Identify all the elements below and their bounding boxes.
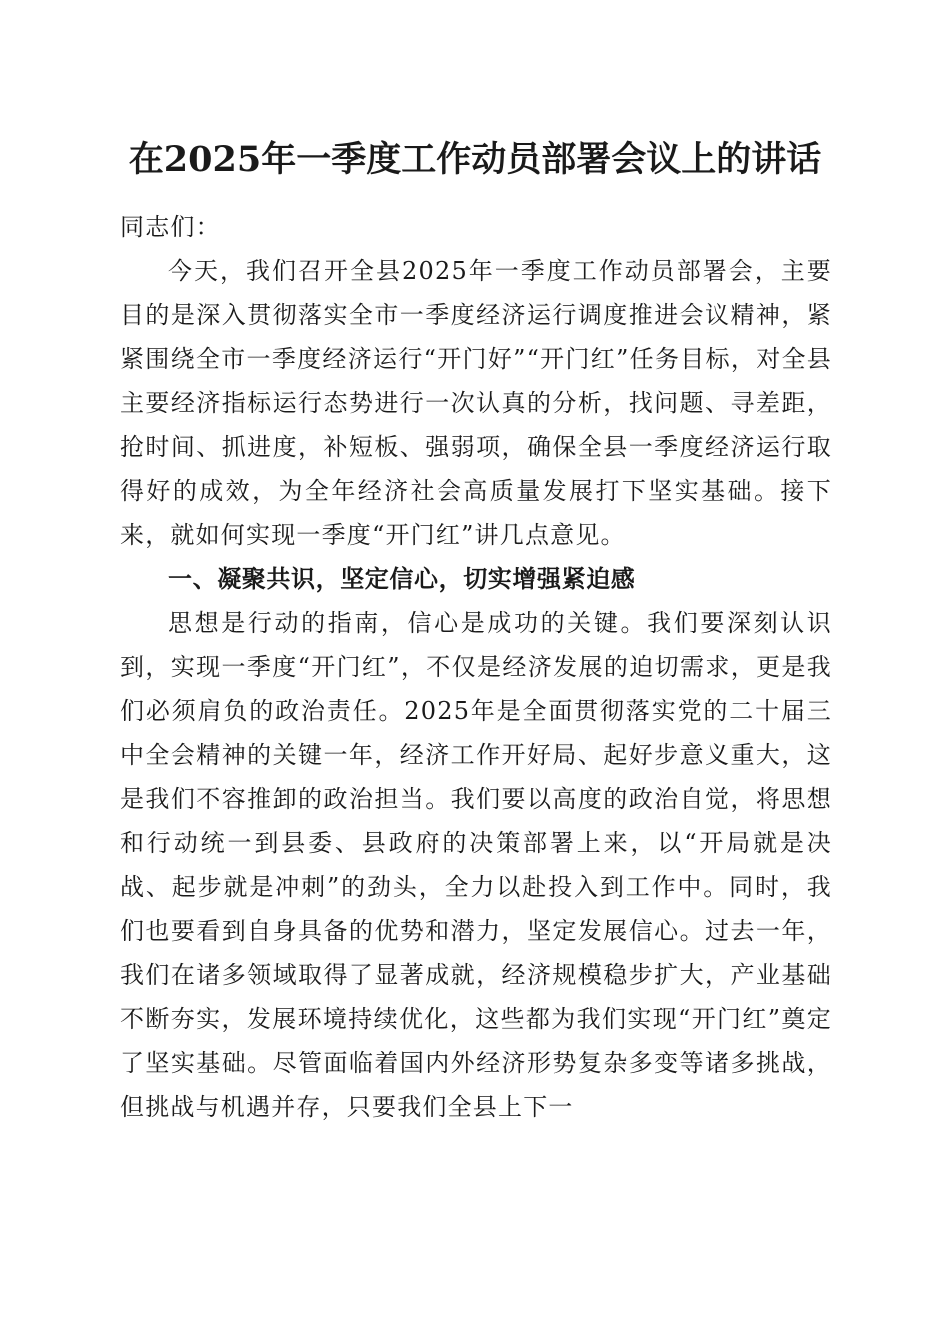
document-title: 在2025年一季度工作动员部署会议上的讲话: [128, 139, 822, 180]
section-heading: 一、凝聚共识，坚定信心，切实增强紧迫感: [168, 565, 636, 593]
intro-paragraph: 今天，我们召开全县2025年一季度工作动员部署会，主要目的是深入贯彻落实全市一季度经济运行调度推进会议精神，紧紧围绕全市一季度经济运行“开门好”“开门红”任务目标，对全县主要经济指标运行态势进行一次认真的分析，找问题、寻差距，抢时间、抓进度，补短板、强弱项，确保全县一季度经济运行取得好的成效，为全年经济社会高质量发展打下坚实基础。接下来，就如何实现一季度“开门红”讲几点意见。: [120, 257, 832, 549]
document-body: [120, 205, 832, 1129]
section-paragraph: 思想是行动的指南，信心是成功的关键。我们要深刻认识到，实现一季度“开门红”，不仅是经济发展的迫切需求，更是我们必须肩负的政治责任。2025年是全面贯彻落实党的二十届三中全会精神的关键一年，经济工作开好局、起好步意义重大，这是我们不容推卸的政治担当。我们要以高度的政治自觉，将思想和行动统一到县委、县政府的决策部署上来，以“开局就是决战、起步就是冲刺”的劲头，全力以赴投入到工作中。同时，我们也要看到自身具备的优势和潜力，坚定发展信心。过去一年，我们在诸多领域取得了显著成就，经济规模稳步扩大，产业基础不断夯实，发展环境持续优化，这些都为我们实现“开门红”奠定了坚实基础。尽管面临着国内外经济形势复杂多变等诸多挑战，但挑战与机遇并存，只要我们全县上下一: [120, 609, 832, 1121]
salutation: 同志们：: [120, 213, 221, 241]
